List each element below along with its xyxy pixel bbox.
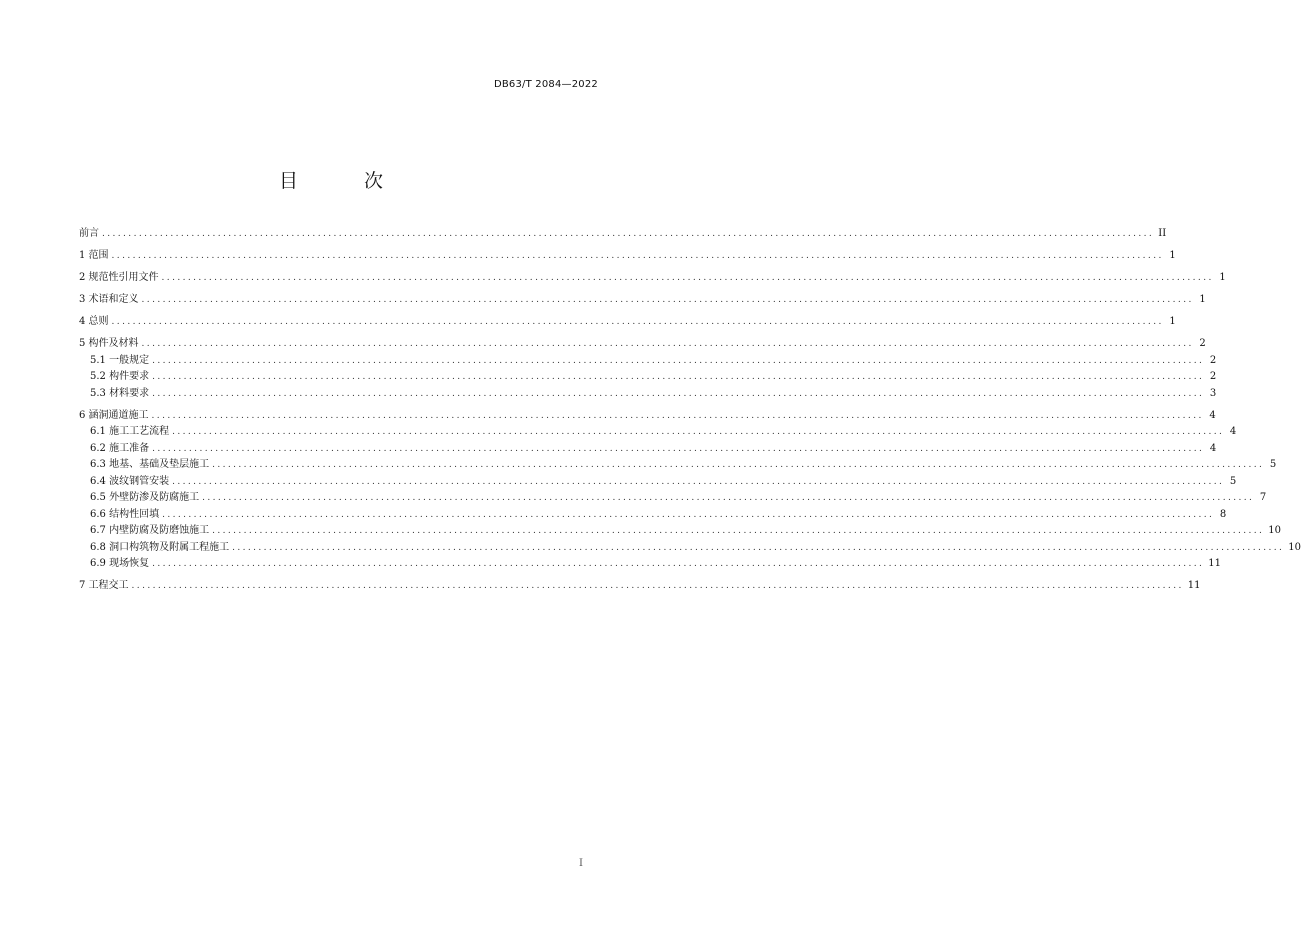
toc-entry[interactable] <box>79 336 1206 353</box>
toc-entry-page: 5 <box>1229 475 1237 487</box>
toc-entry-label: 6.8 洞口构筑物及附属工程施工 <box>90 541 230 553</box>
toc-entry[interactable] <box>79 578 1201 595</box>
toc-entry-label: 6.3 地基、基础及垫层施工 <box>90 459 210 470</box>
toc-leader-dots: ........................................................................................................................................................................................................ <box>162 509 1215 520</box>
toc-entry[interactable] <box>79 292 1206 309</box>
toc-leader-dots: ........................................................................................................................................................................................................ <box>141 295 1194 305</box>
toc-entry-page: 8 <box>1219 508 1227 520</box>
toc-leader-dots: ........................................................................................................................................................................................................ <box>212 460 1265 470</box>
toc-subentry[interactable] <box>79 474 1237 491</box>
toc-subentry[interactable] <box>79 507 1227 524</box>
toc-leader-dots: ........................................................................................................................................................................................................ <box>152 443 1205 454</box>
toc-entry-page: 10 <box>1268 525 1281 536</box>
toc-entry-page: 1 <box>1169 316 1176 327</box>
toc-leader-dots: ........................................................................................................................................................................................................ <box>172 427 1225 437</box>
toc-leader-dots: ........................................................................................................................................................................................................ <box>152 559 1205 569</box>
toc-entry-label: 6.7 内壁防腐及防磨蚀施工 <box>90 525 210 536</box>
toc-entry-label: 6.6 结构性回填 <box>90 508 160 520</box>
toc-entry-page: 7 <box>1259 492 1267 503</box>
toc-subentry[interactable] <box>79 556 1221 573</box>
toc-entry-page: 5 <box>1269 459 1277 470</box>
toc-leader-dots: ........................................................................................................................................................................................................ <box>152 355 1205 366</box>
toc-entry-page: 1 <box>1219 272 1226 283</box>
toc-leader-dots: ........................................................................................................................................................................................................ <box>232 542 1285 553</box>
toc-subentry[interactable] <box>79 490 1267 507</box>
toc-leader-dots: ........................................................................................................................................................................................................ <box>151 410 1204 421</box>
toc-entry-label: 6.5 外壁防渗及防腐施工 <box>90 492 200 503</box>
toc-entry-page: 4 <box>1229 426 1237 437</box>
toc-entry-page: 2 <box>1209 371 1217 382</box>
toc-entry-page: 1 <box>1169 250 1176 261</box>
toc-entry-label: 5.2 构件要求 <box>90 371 150 382</box>
toc-entry-label: 5.3 材料要求 <box>90 387 150 399</box>
toc-entry-label: 6.2 施工准备 <box>90 442 150 454</box>
toc-entry-label: 前言 <box>79 228 99 239</box>
toc-subentry[interactable] <box>79 457 1277 474</box>
toc-leader-dots: ........................................................................................................................................................................................................ <box>111 317 1164 327</box>
document-code: DB63/T 2084—2022 <box>493 79 598 90</box>
toc-entry-page: 3 <box>1209 387 1217 399</box>
toc-entry[interactable] <box>79 314 1176 331</box>
toc-subentry[interactable] <box>79 523 1281 540</box>
toc-entry-label: 6.9 现场恢复 <box>90 558 150 569</box>
toc-entry[interactable] <box>79 226 1167 243</box>
toc-entry-page: 1 <box>1199 294 1206 305</box>
toc-entry-label: 5 构件及材料 <box>79 338 139 349</box>
toc-leader-dots: ........................................................................................................................................................................................................ <box>102 229 1155 239</box>
toc-entry-label: 6.4 波纹钢管安装 <box>90 475 170 487</box>
toc-leader-dots: ........................................................................................................................................................................................................ <box>161 273 1214 283</box>
toc-entry-label: 6.1 施工工艺流程 <box>90 426 170 437</box>
toc-subentry[interactable] <box>79 441 1217 458</box>
toc-entry[interactable] <box>79 248 1176 265</box>
toc-subentry[interactable] <box>79 369 1217 386</box>
toc-entry-page: II <box>1158 228 1167 239</box>
toc-entry-label: 3 术语和定义 <box>79 294 139 305</box>
toc-leader-dots: ........................................................................................................................................................................................................ <box>152 372 1205 382</box>
toc-entry-label: 6 涵洞通道施工 <box>79 409 149 421</box>
toc-entry-label: 2 规范性引用文件 <box>79 272 159 283</box>
toc-entry-label: 1 范围 <box>79 250 109 261</box>
toc-leader-dots: ........................................................................................................................................................................................................ <box>202 493 1255 503</box>
toc-subentry[interactable] <box>79 386 1217 403</box>
toc-entry-page: 4 <box>1209 442 1217 454</box>
toc-subentry[interactable] <box>79 424 1237 441</box>
toc-entry[interactable] <box>79 408 1216 425</box>
toc-entry[interactable] <box>79 270 1226 287</box>
toc-entry-page: 11 <box>1187 580 1201 591</box>
toc-entry-label: 4 总则 <box>79 316 109 327</box>
toc-entry-page: 4 <box>1209 409 1216 421</box>
toc-entry-page: 10 <box>1288 541 1301 553</box>
toc-subentry[interactable] <box>79 540 1301 557</box>
table-of-contents <box>79 226 1301 595</box>
toc-entry-page: 2 <box>1199 338 1206 349</box>
toc-entry-page: 11 <box>1208 558 1221 569</box>
toc-leader-dots: ........................................................................................................................................................................................................ <box>141 339 1194 349</box>
toc-entry-label: 7 工程交工 <box>79 580 129 591</box>
page-number: I <box>579 858 583 869</box>
toc-leader-dots: ........................................................................................................................................................................................................ <box>152 388 1205 399</box>
toc-leader-dots: ........................................................................................................................................................................................................ <box>172 476 1225 487</box>
toc-entry-label: 5.1 一般规定 <box>90 354 150 366</box>
toc-leader-dots: ........................................................................................................................................................................................................ <box>111 251 1164 261</box>
toc-entry-page: 2 <box>1209 354 1217 366</box>
toc-subentry[interactable] <box>79 353 1217 370</box>
toc-leader-dots: ........................................................................................................................................................................................................ <box>131 581 1184 591</box>
toc-title: 目 次 <box>278 170 414 192</box>
toc-leader-dots: ........................................................................................................................................................................................................ <box>212 526 1265 536</box>
